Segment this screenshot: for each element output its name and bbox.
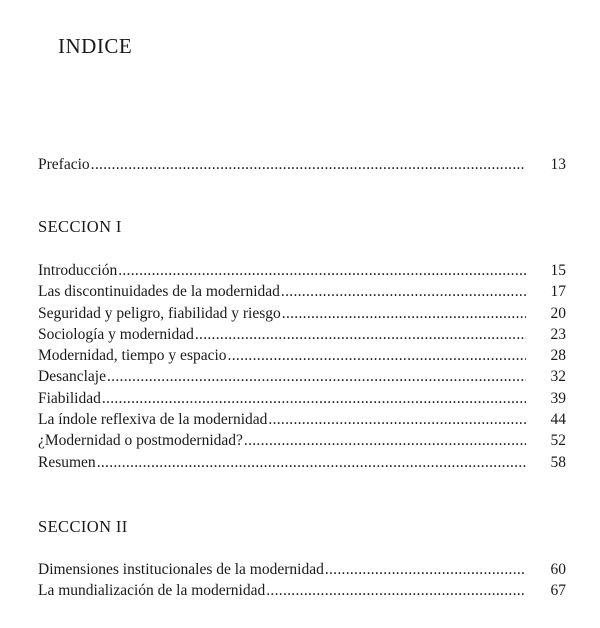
toc-leader-dots: [91, 154, 526, 175]
toc-entry[interactable]: [38, 366, 566, 387]
toc-entry[interactable]: [38, 452, 566, 473]
toc-entry[interactable]: [38, 409, 566, 430]
toc-entry-title: Fiabilidad: [38, 389, 101, 407]
toc-entry-title: Sociología y modernidad: [38, 325, 194, 343]
toc-entry[interactable]: [38, 260, 566, 281]
toc-entry[interactable]: [38, 281, 566, 302]
toc-section-2: [38, 559, 566, 602]
toc-entry[interactable]: [38, 388, 566, 409]
toc-entry-page: 60: [550, 561, 566, 578]
toc-entry-title: ¿Modernidad o postmodernidad?: [38, 432, 243, 450]
toc-leader-dots: [325, 559, 526, 580]
toc-entry[interactable]: [38, 154, 566, 175]
toc-entry-page: 52: [550, 432, 566, 450]
toc-entry-page: 17: [550, 283, 566, 301]
toc-entry[interactable]: [38, 580, 566, 601]
toc-entry-page: 28: [550, 347, 566, 365]
toc-entry-page: 15: [550, 262, 566, 279]
toc-leader-dots: [102, 388, 526, 409]
toc-entry[interactable]: [38, 324, 566, 345]
toc-leader-dots: [282, 303, 526, 324]
toc-entry-title: Introducción: [38, 262, 118, 279]
toc-entry[interactable]: [38, 559, 566, 580]
toc-entry-page: 39: [550, 389, 566, 407]
page-title: INDICE: [58, 34, 133, 58]
toc-prefacio: [38, 154, 566, 175]
toc-leader-dots: [97, 452, 526, 473]
toc-entry-page: 67: [550, 582, 566, 600]
toc-leader-dots: [195, 324, 526, 345]
toc-entry[interactable]: [38, 303, 566, 324]
toc-entry-title: Seguridad y peligro, fiabilidad y riesgo: [38, 304, 281, 322]
toc-leader-dots: [268, 409, 526, 430]
toc-entry-page: 32: [550, 368, 566, 386]
section-heading-2: SECCION II: [38, 517, 128, 536]
toc-entry-page: 23: [550, 325, 566, 343]
toc-entry-page: 20: [550, 304, 566, 322]
toc-leader-dots: [281, 281, 526, 302]
toc-entry-title: Prefacio: [38, 156, 90, 173]
section-heading-1: SECCION I: [38, 217, 122, 236]
toc-entry-title: La mundialización de la modernidad: [38, 582, 266, 600]
toc-entry-title: Resumen: [38, 453, 96, 471]
toc-entry[interactable]: [38, 345, 566, 366]
toc-leader-dots: [266, 580, 526, 601]
toc-entry-title: Desanclaje: [38, 368, 106, 386]
toc-entry-page: 44: [550, 411, 566, 429]
toc-entry-page: 58: [550, 453, 566, 471]
toc-section-1: [38, 260, 566, 473]
toc-entry-page: 13: [550, 156, 566, 173]
toc-entry-title: La índole reflexiva de la modernidad: [38, 411, 268, 429]
toc-leader-dots: [107, 366, 526, 387]
toc-entry-title: Dimensiones institucionales de la modernidad: [38, 561, 324, 578]
toc-entry-title: Las discontinuidades de la modernidad: [38, 283, 280, 301]
toc-leader-dots: [118, 260, 526, 281]
toc-entry[interactable]: [38, 430, 566, 451]
toc-leader-dots: [244, 430, 526, 451]
toc-entry-title: Modernidad, tiempo y espacio: [38, 347, 227, 365]
toc-leader-dots: [228, 345, 526, 366]
